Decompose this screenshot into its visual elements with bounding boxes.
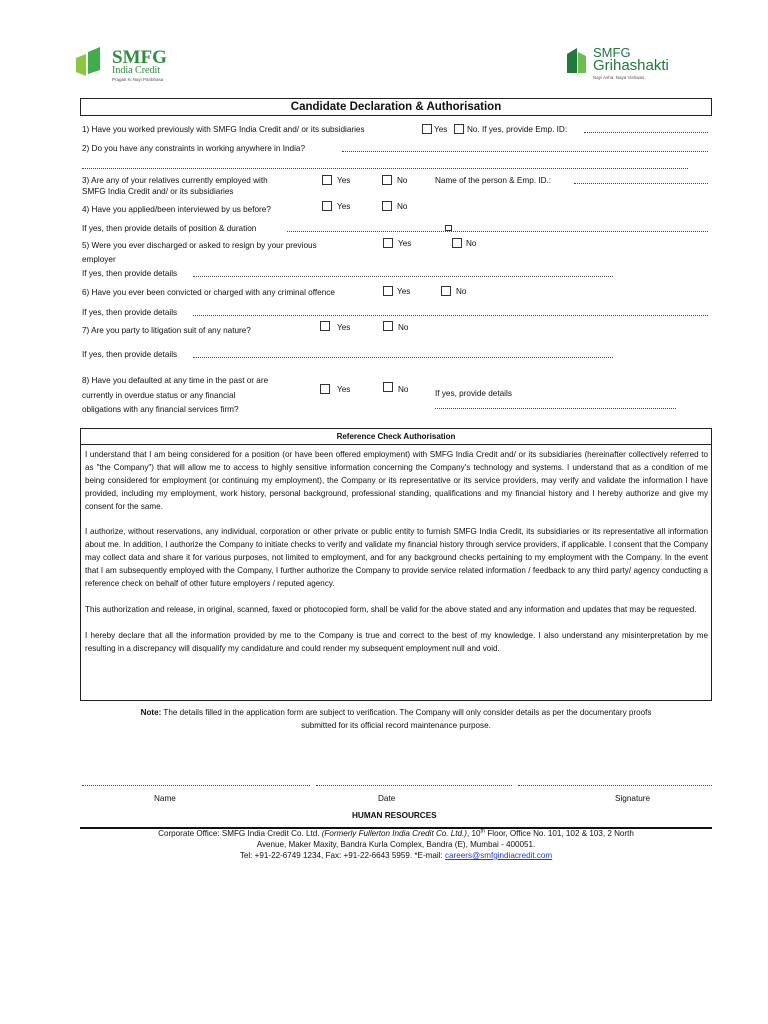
question-7: 7) Are you party to litigation suit of any nature? [82,326,251,335]
q3-yes-label: Yes [337,176,351,185]
q8-yes-checkbox[interactable] [320,384,330,394]
q1-no-label: No. If yes, provide Emp. ID: [467,125,568,134]
reference-paragraph-4: I hereby declare that all the information provided by me to the Company is true and correct to the best of my knowledge. I also understand any misinterpretation by me resulting in a discrepancy will disqualify my candidature and could render my subsequent employment null and void. [85,630,708,653]
reference-check-body [85,449,708,655]
q8-detail-label: If yes, provide details [435,389,512,398]
careers-email-link[interactable]: careers@smfgindiacredit.com [445,851,553,860]
reference-check-title: Reference Check Authorisation [81,429,711,445]
verification-note [80,707,712,732]
q7-detail-label: If yes, then provide details [82,350,178,359]
footer-floor-sup: th [480,828,486,835]
q6-no-checkbox[interactable] [441,286,451,296]
name-label: Name [154,794,176,803]
date-signature-line[interactable] [316,785,512,786]
footer-line-3 [80,850,712,861]
question-3-line1: 3) Are any of your relatives currently employed with [82,176,268,185]
q6-yes-checkbox[interactable] [383,286,393,296]
smfg-grihashakti-logo [566,44,706,84]
department-label: HUMAN RESOURCES [352,811,437,820]
smfg-india-credit-logo [74,44,214,84]
q3-name-label: Name of the person & Emp. ID.: [435,176,552,185]
q4-no-label: No [397,202,408,211]
note-text-2: submitted for its official record maintenance purpose. [301,720,491,730]
logo-brand: SMFG [593,45,631,60]
signature-label: Signature [615,794,651,803]
q7-no-checkbox[interactable] [383,321,393,331]
footer-company: Corporate Office: SMFG India Credit Co. Ltd. [158,829,322,838]
question-5-line2: employer [82,255,116,264]
q7-yes-label: Yes [337,323,351,332]
logo-tagline: Pragati Ki Nayi Paribhasa [112,77,164,82]
q6-no-label: No [456,287,467,296]
footer-line-1 [80,828,712,839]
q5-detail-field[interactable] [193,276,613,277]
q1-yes-label: Yes [434,125,448,134]
q8-yes-label: Yes [337,385,351,394]
corporate-office-footer [80,828,712,861]
reference-check-box [80,428,712,701]
note-text-1: The details filled in the application form are subject to verification. The Company will only consider details as per the documentary proofs [161,708,652,717]
q5-no-label: No [466,239,477,248]
name-signature-line[interactable] [82,785,310,786]
date-label: Date [378,794,396,803]
house-logo-icon [566,46,588,74]
q1-yes-checkbox[interactable] [422,124,432,134]
logo-brand: SMFG [112,47,167,68]
q8-no-checkbox[interactable] [383,382,393,392]
reference-paragraph-2: I authorize, without reservations, any individual, corporation or other private or public entity to furnish SMFG India Credit, its subsidiaries or its representative all information about me. In addition, I authorize the Company to initiate checks to verify and validate my financial history through service providers, if applicable. I consent that the Company may collect data and share it for various purposes, not limited to employment, and for any background checks pertaining to my employment with the Company. In the event that I am subsequently employed with the Company, I further authorize the Company to provide service related information / feedback to any third party/ agency conducting a reference check on behalf of other future employers / reputed agency. [85,527,708,589]
form-title: Candidate Declaration & Authorisation [80,98,712,116]
q8-no-label: No [398,385,409,394]
q6-detail-label: If yes, then provide details [82,308,178,317]
note-label: Note: [140,708,162,717]
q4-yes-label: Yes [337,202,351,211]
q4-no-checkbox[interactable] [382,201,392,211]
q5-no-checkbox[interactable] [452,238,462,248]
q2-answer-field[interactable] [342,151,708,152]
q4-detail-label: If yes, then provide details of position & duration [82,224,257,233]
logo-tagline: Nayi Asha. Naya Vishwas. [593,75,646,80]
q5-yes-checkbox[interactable] [383,238,393,248]
reference-paragraph-3: This authorization and release, in original, scanned, faxed or photocopied form, shall be valid for the above stated and any information and updates that may be requested. [85,604,697,614]
question-4: 4) Have you applied/been interviewed by us before? [82,205,271,214]
q5-yes-label: Yes [398,239,412,248]
q1-emp-id-field[interactable] [584,132,708,133]
q6-yes-label: Yes [397,287,411,296]
footer-line-2: Avenue, Maker Maxity, Bandra Kurla Complex, Bandra (E), Mumbai - 400051. [256,840,536,849]
q8-detail-field[interactable] [435,408,676,409]
question-8-line1: 8) Have you defaulted at any time in the past or are [82,376,269,385]
q4-yes-checkbox[interactable] [322,201,332,211]
question-3-line2: SMFG India Credit and/ or its subsidiaries [82,187,234,196]
question-6: 6) Have you ever been convicted or charged with any criminal offence [82,288,335,297]
question-1: 1) Have you worked previously with SMFG India Credit and/ or its subsidiaries [82,125,365,134]
q4-detail-field[interactable] [287,231,708,232]
logo-sub: India Credit [112,65,161,76]
footer-contact: Tel: +91-22-6749 1234, Fax: +91-22-6643 5959. *E-mail: [239,851,445,860]
q3-no-label: No [397,176,408,185]
logo-sub: Grihashakti [593,57,669,74]
reference-paragraph-1: I understand that I am being considered for a position (or have been offered employment) with SMFG India Credit and/ or its subsidiaries (hereinafter collectively referred to as "the Company") that will allow me to access to highly sensitive information concerning the Company's technology and systems. I understand that as a condition of me being considered for employment (or continuing my employment), the Company or its representative or its service providers, may verify and validate the information I have provided, including my employment, work history, personal background, professional standing, qualifications and my financial history and I hereby authorize and give my consent for the same. [85,450,708,511]
q3-name-field[interactable] [574,183,708,184]
question-8-line3: obligations with any financial services firm? [82,405,239,414]
footer-formerly: (Formerly Fullerton India Credit Co. Ltd.) [321,829,467,838]
q1-no-checkbox[interactable] [454,124,464,134]
q7-detail-field[interactable] [193,357,613,358]
footer-floor-b: Floor, Office No. 101, 102 & 103, 2 North [485,829,634,838]
q6-detail-field[interactable] [193,315,708,316]
q3-yes-checkbox[interactable] [322,175,332,185]
question-8-line2: currently in overdue status or any financial [82,391,236,400]
q2-answer-field-line2[interactable] [82,168,688,169]
note-line-1 [80,707,712,720]
q3-no-checkbox[interactable] [382,175,392,185]
leaf-logo-icon [74,46,104,78]
question-5-line1: 5) Were you ever discharged or asked to resign by your previous [82,241,317,250]
q7-no-label: No [398,323,409,332]
small-marker-icon [445,225,452,231]
question-2: 2) Do you have any constraints in working anywhere in India? [82,144,306,153]
q5-detail-label: If yes, then provide details [82,269,178,278]
signature-line[interactable] [518,785,712,786]
footer-floor-a: , 10 [467,829,481,838]
q7-yes-checkbox[interactable] [320,321,330,331]
